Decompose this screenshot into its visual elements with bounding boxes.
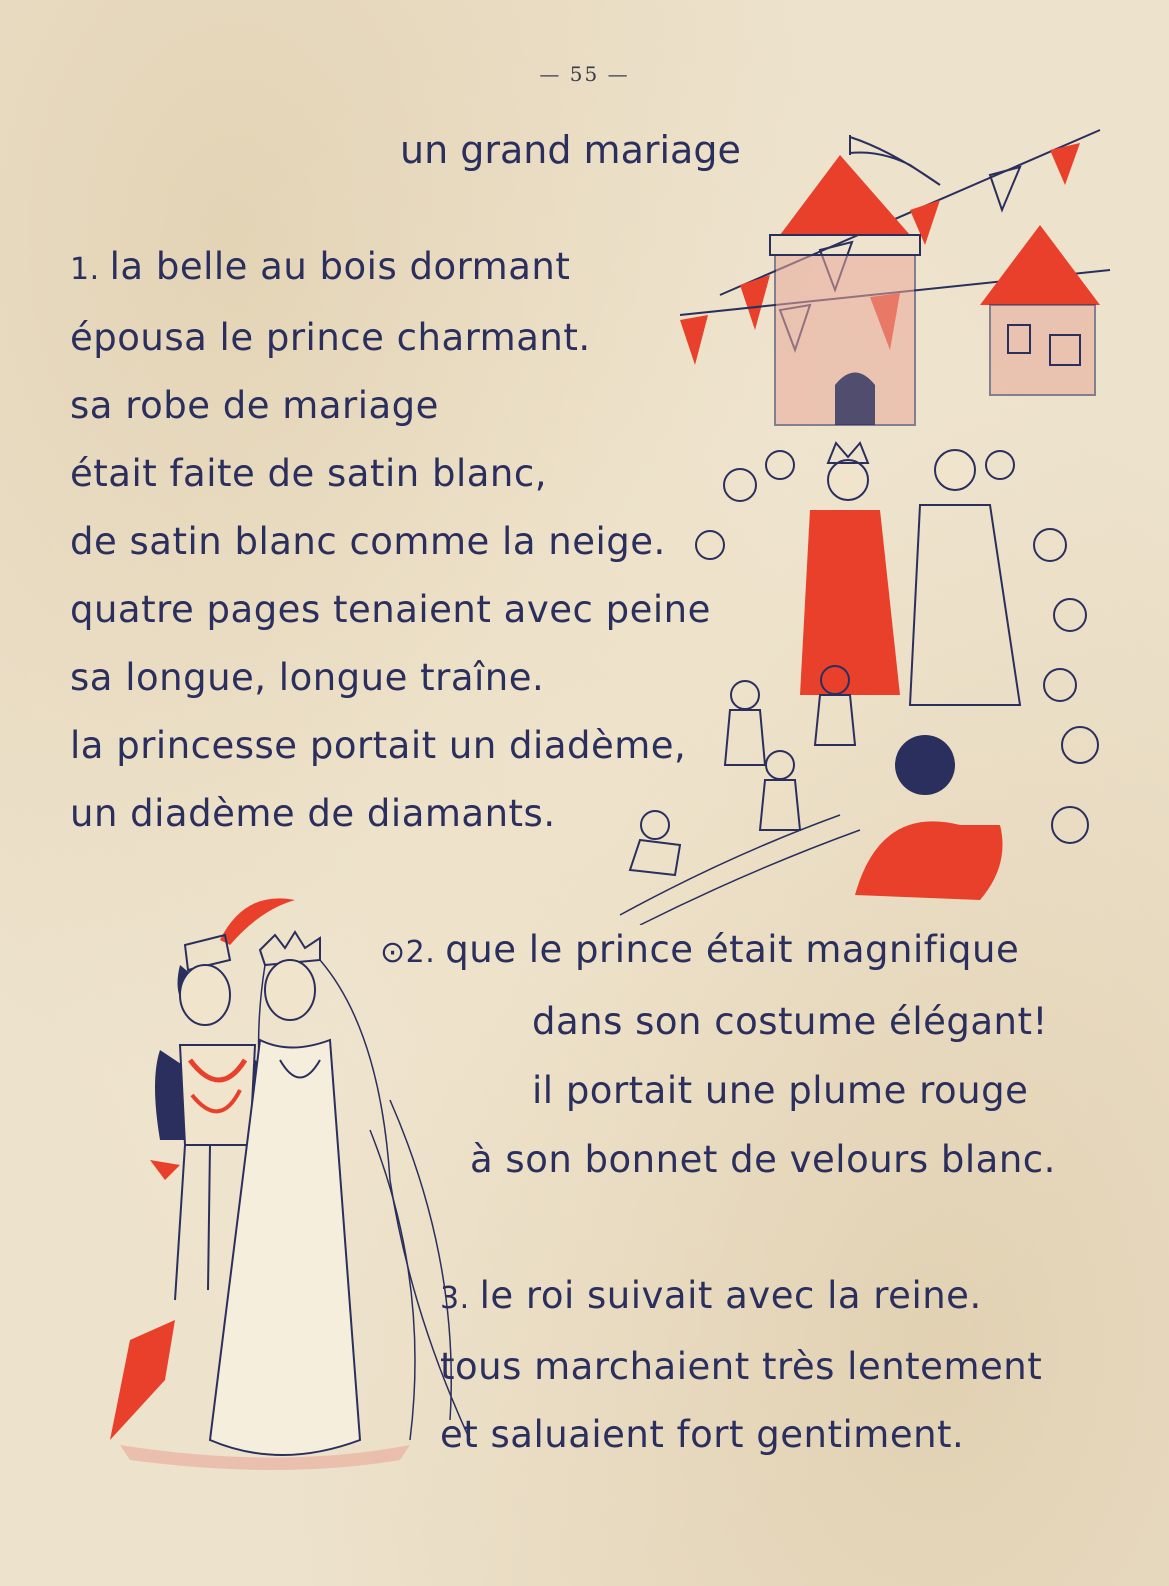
wedding-procession-illustration [580, 125, 1120, 925]
stanza-line: sa longue, longue traîne. [70, 656, 545, 699]
stanza-line: épousa le prince charmant. [70, 316, 591, 359]
stanza-line: dans son costume élégant! [532, 1000, 1048, 1043]
stanza-line: la princesse portait un diadème, [70, 724, 687, 767]
stanza-line: à son bonnet de velours blanc. [470, 1138, 1056, 1181]
stanza-line: de satin blanc comme la neige. [70, 520, 666, 563]
stanza-line: quatre pages tenaient avec peine [70, 588, 711, 631]
stanza-line: il portait une plume rouge [532, 1069, 1029, 1112]
stanza-line: était faite de satin blanc, [70, 452, 547, 495]
stanza-number: 1. [70, 252, 100, 287]
stanza-number: ⊙2. [380, 935, 436, 970]
stanza-line: 1. la belle au bois dormant [70, 245, 571, 288]
stanza-line: tous marchaient très lentement [440, 1345, 1043, 1388]
stanza-3 [440, 1262, 1042, 1469]
stanza-line: et saluaient fort gentiment. [440, 1413, 965, 1456]
prince-and-princess-illustration [80, 880, 500, 1480]
stanza-line: sa robe de mariage [70, 384, 439, 427]
stanza-line: un diadème de diamants. [70, 792, 556, 835]
stanza-line: 3. le roi suivait avec la reine. [440, 1274, 982, 1317]
page-title: un grand mariage [400, 128, 741, 172]
page-number: — 55 — [539, 62, 630, 86]
stanza-number: 3. [440, 1281, 470, 1316]
stanza-line: ⊙2. que le prince était magnifique [380, 928, 1020, 971]
